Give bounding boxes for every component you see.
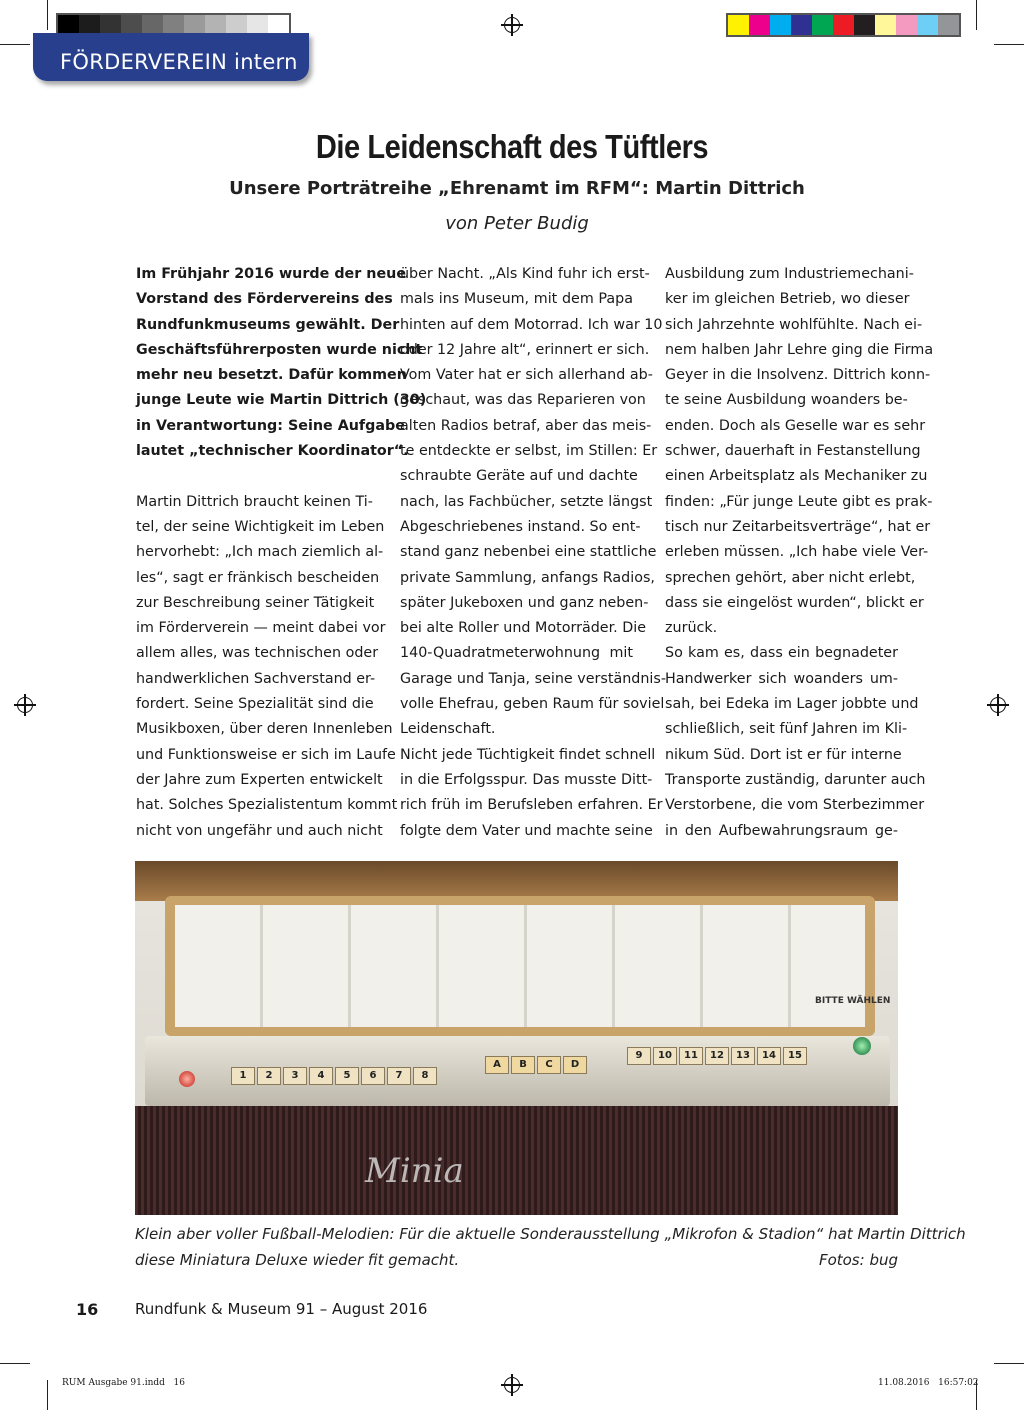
text-line: Rundfunkmuseums gewählt. Der xyxy=(136,316,400,333)
color-swatch xyxy=(79,15,100,35)
crop-mark xyxy=(0,44,30,45)
crop-mark xyxy=(47,0,48,30)
text-line: hervorhebt: „Ich mach ziemlich al- xyxy=(136,544,384,561)
photo-caption-line-1: Klein aber voller Fußball-Melodien: Für die aktuelle Sonderausstellung „Mikrofon & Stadion“ hat Martin Dittrich xyxy=(135,1225,966,1243)
text-line: Verstorbene, die vom Sterbezimmer xyxy=(665,797,925,814)
text-line: Martin Dittrich braucht keinen Ti- xyxy=(136,493,373,510)
paragraph xyxy=(400,743,663,844)
text-line: nem halben Jahr Lehre ging die Firma xyxy=(665,341,934,358)
text-line: tel, der seine Wichtigkeit im Leben xyxy=(136,518,385,535)
text-line: te entdeckte er selbst, im Stillen: Er xyxy=(400,443,658,460)
jukebox-button: 13 xyxy=(731,1047,755,1065)
text-line: finden: „Für junge Leute gibt es prak- xyxy=(665,493,933,510)
text-line: bei alte Roller und Motorräder. Die xyxy=(400,620,647,637)
select-label: BITTE WÄHLEN xyxy=(815,996,891,1006)
text-line: Abgeschriebenes instand. So ent- xyxy=(400,518,641,535)
selection-buttons-numbers-1-8 xyxy=(231,1067,437,1085)
article-subtitle: Unsere Porträtreihe „Ehrenamt im RFM“: Martin Dittrich xyxy=(229,178,805,199)
text-line: 140-Quadratmeterwohnung mit xyxy=(400,645,633,662)
text-line: hat. Solches Spezialistentum kommt xyxy=(136,797,398,814)
jukebox-button: 8 xyxy=(413,1067,437,1085)
red-indicator-light xyxy=(179,1071,195,1087)
brand-logo: Minia xyxy=(365,1151,464,1191)
slug-timestamp: 11.08.2016 16:57:02 xyxy=(878,1378,979,1388)
jukebox-button: D xyxy=(563,1056,587,1074)
text-line: stand ganz nebenbei eine stattliche xyxy=(400,544,657,561)
text-line: nach, las Fachbücher, setzte längst xyxy=(400,493,653,510)
photo-caption-line-2: diese Miniatura Deluxe wieder fit gemacht. xyxy=(135,1251,460,1269)
jukebox-button: 10 xyxy=(653,1047,677,1065)
registration-mark-icon xyxy=(17,697,33,713)
text-line: über Nacht. „Als Kind fuhr ich erst- xyxy=(400,266,650,282)
registration-mark-icon xyxy=(990,697,1006,713)
text-line: nikum Süd. Dort ist er für interne xyxy=(665,746,902,763)
color-swatch xyxy=(812,15,833,35)
text-line: private Sammlung, anfangs Radios, xyxy=(400,569,655,586)
text-line: oder 12 Jahre alt“, erinnert er sich. xyxy=(400,341,650,358)
text-line: sprechen gehört, aber nicht erlebt, xyxy=(665,569,916,586)
registration-mark-icon xyxy=(504,17,520,33)
color-swatch xyxy=(100,15,121,35)
text-line: sich Jahrzehnte wohlfühlte. Nach ei- xyxy=(665,316,923,333)
text-line: ker im gleichen Betrieb, wo dieser xyxy=(665,291,910,308)
color-swatch xyxy=(205,15,226,35)
color-swatch xyxy=(121,15,142,35)
color-swatch xyxy=(917,15,938,35)
jukebox-button: 11 xyxy=(679,1047,703,1065)
text-line: Geyer in die Insolvenz. Dittrich konn- xyxy=(665,367,931,384)
jukebox-button: 7 xyxy=(387,1067,411,1085)
text-line: te seine Ausbildung woanders be- xyxy=(665,392,908,409)
crop-mark xyxy=(994,44,1024,45)
text-line: schwer, dauerhaft in Festanstellung xyxy=(665,443,921,460)
text-line: enden. Doch als Geselle war es sehr xyxy=(665,417,926,434)
text-line: tisch nur Zeitarbeitsverträge“, hat er xyxy=(665,518,931,535)
color-swatch xyxy=(938,15,959,35)
jukebox-button: 1 xyxy=(231,1067,255,1085)
color-swatch xyxy=(163,15,184,35)
color-swatch xyxy=(833,15,854,35)
text-line: zurück. xyxy=(665,620,718,637)
jukebox-photo xyxy=(135,861,898,1215)
text-line: zur Beschreibung seiner Tätigkeit xyxy=(136,594,375,611)
wood-top xyxy=(135,861,898,901)
text-line: Transporte zuständig, darunter auch xyxy=(665,771,926,788)
color-swatch xyxy=(854,15,875,35)
color-swatch xyxy=(142,15,163,35)
jukebox-button: 5 xyxy=(335,1067,359,1085)
text-line: hinten auf dem Motorrad. Ich war 10 xyxy=(400,316,663,333)
text-line: in die Erfolgsspur. Das musste Ditt- xyxy=(400,771,653,788)
color-swatch xyxy=(791,15,812,35)
text-line: fordert. Seine Spezialität sind die xyxy=(136,696,374,713)
jukebox-button: C xyxy=(537,1056,561,1074)
text-line: volle Ehefrau, geben Raum für soviel xyxy=(400,696,665,713)
speaker-grille xyxy=(135,1106,898,1215)
text-line: mehr neu besetzt. Dafür kommen xyxy=(136,367,407,384)
page-number: 16 xyxy=(76,1300,99,1319)
text-line: Vom Vater hat er sich allerhand ab- xyxy=(400,367,653,384)
paragraph xyxy=(136,490,398,844)
jukebox-button: 15 xyxy=(783,1047,807,1065)
text-line: lautet „technischer Koordinator“. xyxy=(136,443,409,460)
paragraph xyxy=(400,262,666,743)
text-line: später Jukeboxen und ganz neben- xyxy=(400,594,649,611)
jukebox-button: 4 xyxy=(309,1067,333,1085)
text-line: Vorstand des Fördervereins des xyxy=(136,291,393,308)
text-line: alten Radios betraf, aber das meis- xyxy=(400,417,652,434)
text-line: Im Frühjahr 2016 wurde der neue xyxy=(136,266,407,282)
text-line: Garage und Tanja, seine verständnis- xyxy=(400,670,666,687)
text-line: Ausbildung zum Industriemechani- xyxy=(665,266,914,282)
text-line: dass sie eingelöst wurden“, blickt er xyxy=(665,594,924,611)
article-title: Die Leidenschaft des Tüftlers xyxy=(315,128,709,165)
text-line: geschaut, was das Reparieren von xyxy=(400,392,646,409)
text-line: So kam es, dass ein begnadeter xyxy=(665,645,898,662)
jukebox-button: 14 xyxy=(757,1047,781,1065)
jukebox-button: 2 xyxy=(257,1067,281,1085)
jukebox-button: 3 xyxy=(283,1067,307,1085)
text-line: junge Leute wie Martin Dittrich (30) xyxy=(136,392,427,409)
text-line: Geschäftsführerposten wurde nicht xyxy=(136,341,423,358)
text-line: schließlich, seit fünf Jahren im Kli- xyxy=(665,721,908,738)
text-column-3 xyxy=(665,262,934,844)
text-line: und Funktionsweise er sich im Laufe xyxy=(136,746,396,763)
registration-mark-icon xyxy=(504,1377,520,1393)
text-line: einen Arbeitsplatz als Mechaniker zu xyxy=(665,468,928,485)
crop-mark xyxy=(47,1380,48,1410)
text-line: mals ins Museum, mit dem Papa xyxy=(400,291,633,308)
text-line: allem alles, was technischen oder xyxy=(136,645,379,662)
selection-buttons-numbers-9-15 xyxy=(627,1047,807,1065)
text-line: schraubte Geräte auf und dachte xyxy=(400,468,638,485)
text-line: les“, sagt er fränkisch bescheiden xyxy=(136,569,380,586)
text-line: Nicht jede Tüchtigkeit findet schnell xyxy=(400,746,656,763)
color-swatch xyxy=(268,15,289,35)
text-line: Handwerker sich woanders um- xyxy=(665,670,898,687)
slug-filename: RUM Ausgabe 91.indd 16 xyxy=(62,1378,185,1388)
text-line: rich früh im Berufsleben erfahren. Er xyxy=(400,797,663,814)
color-swatch xyxy=(770,15,791,35)
color-swatch xyxy=(749,15,770,35)
title-strips xyxy=(175,905,865,1027)
text-line: erleben müssen. „Ich habe viele Ver- xyxy=(665,544,929,561)
text-column-2 xyxy=(400,262,666,844)
color-calibration-bar xyxy=(726,13,961,37)
publication-info: Rundfunk & Museum 91 – August 2016 xyxy=(135,1300,428,1318)
crop-mark xyxy=(0,1363,30,1364)
text-line: nicht von ungefähr und auch nicht xyxy=(136,822,383,839)
color-swatch xyxy=(226,15,247,35)
text-line: handwerklichen Sachverstand er- xyxy=(136,670,376,687)
section-tag: FÖRDERVEREIN intern xyxy=(33,33,309,81)
selection-buttons-letters xyxy=(485,1056,587,1074)
color-swatch xyxy=(875,15,896,35)
color-swatch xyxy=(247,15,268,35)
crop-mark xyxy=(976,0,977,30)
jukebox-button: 12 xyxy=(705,1047,729,1065)
lead-paragraph xyxy=(136,262,427,464)
green-indicator-light xyxy=(853,1037,871,1055)
text-line: folgte dem Vater und machte seine xyxy=(400,822,653,839)
paragraph-gap xyxy=(136,464,369,489)
text-line: Leidenschaft. xyxy=(400,721,496,738)
byline: von Peter Budig xyxy=(445,213,589,234)
jukebox-button: 9 xyxy=(627,1047,651,1065)
color-swatch xyxy=(896,15,917,35)
text-column-1 xyxy=(136,262,427,844)
text-line: in Verantwortung: Seine Aufgabe xyxy=(136,417,405,434)
jukebox-button: 6 xyxy=(361,1067,385,1085)
paragraph xyxy=(665,641,926,843)
color-swatch xyxy=(728,15,749,35)
text-line: in den Aufbewahrungsraum ge- xyxy=(665,822,898,839)
color-swatch xyxy=(184,15,205,35)
photo-credit: Fotos: bug xyxy=(818,1251,898,1269)
text-line: der Jahre zum Experten entwickelt xyxy=(136,771,383,788)
color-swatch xyxy=(58,15,79,35)
text-line: im Förderverein — meint dabei vor xyxy=(136,620,386,637)
text-line: sah, bei Edeka im Lager jobbte und xyxy=(665,696,919,713)
jukebox-button: B xyxy=(511,1056,535,1074)
crop-mark xyxy=(994,1363,1024,1364)
text-line: Musikboxen, über deren Innenleben xyxy=(136,721,393,738)
paragraph xyxy=(665,262,934,641)
jukebox-button: A xyxy=(485,1056,509,1074)
